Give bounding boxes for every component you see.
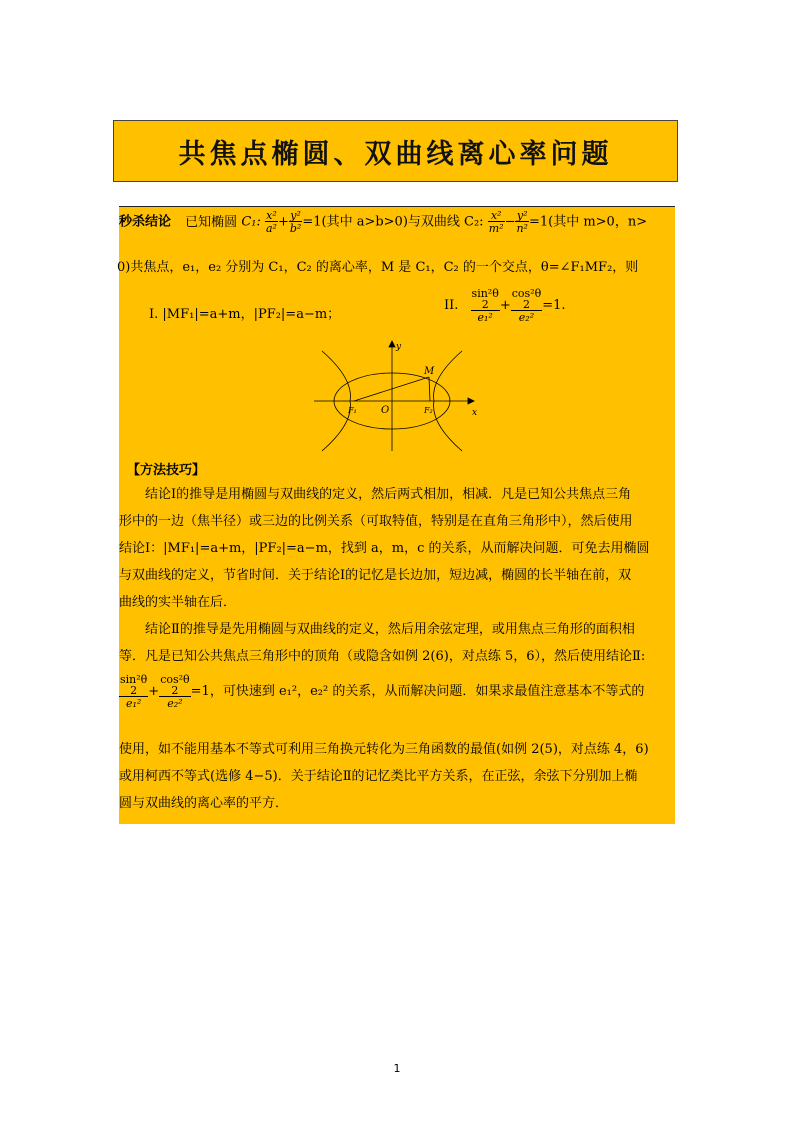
hyper-y-den: n² bbox=[516, 222, 528, 235]
cos-two: 2 bbox=[522, 298, 530, 311]
p2-e1-den: e₁² bbox=[119, 696, 148, 709]
p2-sin-two: 2 bbox=[130, 684, 138, 697]
conclusion-label: 秒杀结论 bbox=[119, 214, 172, 230]
ellipse-y-den: b² bbox=[289, 222, 302, 235]
conclusion-line-1 bbox=[119, 210, 647, 234]
cos-num: cos²θ bbox=[511, 287, 542, 300]
ellipse-y-num: y² bbox=[290, 209, 301, 222]
sin-fraction bbox=[471, 288, 500, 323]
point-m-label: M bbox=[424, 366, 435, 377]
conclusion-item-1: I. |MF₁|=a+m，|PF₂|=a−m； bbox=[149, 307, 341, 322]
hyper-x-num: x² bbox=[490, 209, 502, 222]
ellipse-x-fraction bbox=[265, 210, 278, 234]
conclusion-line-2: 0)共焦点，e₁，e₂ 分别为 C₁，C₂ 的离心率，M 是 C₁，C₂ 的一个交点，θ=∠F₁MF₂，则 bbox=[117, 260, 639, 275]
ellipse-y-fraction bbox=[289, 210, 302, 234]
p2-line-2: 等．凡是已知公共焦点三角形中的顶角（或隐含如例 2(6)，对点练 5，6），然后使用结论Ⅱ: bbox=[119, 649, 646, 664]
f2-label: F₂ bbox=[424, 406, 433, 415]
p2-line-6: 圆与双曲线的离心率的平方． bbox=[119, 796, 289, 811]
e1-den: e₁² bbox=[471, 310, 500, 323]
p2-plus-sign: + bbox=[148, 684, 160, 699]
p2-e2-den: e₂² bbox=[159, 696, 190, 709]
page-number: 1 bbox=[393, 1062, 401, 1075]
p2-sin-num: sin²θ bbox=[120, 673, 148, 686]
sin-two: 2 bbox=[481, 298, 489, 311]
hyper-x-den: m² bbox=[488, 222, 504, 235]
p1-line-5: 曲线的实半轴在后． bbox=[119, 595, 237, 610]
p1-line-4: 与双曲线的定义，节省时间．关于结论Ⅰ的记忆是长边加，短边减，椭圆的长半轴在前，双 bbox=[119, 568, 632, 583]
e2-den: e₂² bbox=[511, 310, 542, 323]
origin-label: O bbox=[381, 405, 390, 416]
y-axis-label: y bbox=[396, 342, 402, 352]
methods-heading: 【方法技巧】 bbox=[127, 463, 206, 478]
p1-line-3: 结论Ⅰ：|MF₁|=a+m，|PF₂|=a−m，找到 a，m，c 的关系，从而解决问题．可免去用椭圆 bbox=[119, 541, 650, 556]
hyper-y-fraction bbox=[515, 210, 529, 234]
x-axis-label: x bbox=[472, 408, 478, 418]
title-box bbox=[113, 120, 678, 182]
plus-sign-2: + bbox=[499, 298, 511, 313]
segment-mf2 bbox=[429, 377, 430, 401]
p2-formula-line bbox=[119, 674, 644, 709]
p2-line-1: 结论Ⅱ的推导是先用椭圆与双曲线的定义，然后用余弦定理，或用焦点三角形的面积相 bbox=[145, 622, 635, 637]
item-2-tail: =1. bbox=[542, 298, 566, 313]
page-title: 共焦点椭圆、双曲线离心率问题 bbox=[178, 138, 613, 170]
p2-line-4: 使用，如不能用基本不等式可利用三角换元转化为三角函数的最值(如例 2(5)，对点练 4，6) bbox=[119, 742, 649, 757]
ellipse-name: C₁: bbox=[241, 214, 261, 230]
p2-cos-two: 2 bbox=[171, 684, 179, 697]
p2-formula-tail: =1，可快速到 e₁²，e₂² 的关系，从而解决问题．如果求最值注意基本不等式的 bbox=[190, 684, 645, 699]
p2-line-5: 或用柯西不等式(选修 4−5)．关于结论Ⅱ的记忆类比平方关系，在正弦，余弦下分别加上椭 bbox=[119, 769, 638, 784]
hyper-x-fraction bbox=[488, 210, 505, 234]
plus-sign: + bbox=[277, 214, 289, 230]
p1-line-2: 形中的一边（焦半径）或三边的比例关系（可取特值，特别是在直角三角形中），然后使用 bbox=[119, 514, 633, 529]
methods-paragraph-1 bbox=[119, 481, 675, 616]
f1-label: F₁ bbox=[348, 406, 357, 415]
item-2-prefix: II. bbox=[444, 298, 459, 313]
ellipse-x-num: x² bbox=[266, 209, 277, 222]
conclusion-text-1: 已知椭圆 bbox=[185, 214, 238, 230]
ellipse-x-den: a² bbox=[266, 222, 277, 235]
hyper-y-num: y² bbox=[516, 209, 528, 222]
methods-paragraph-2 bbox=[119, 616, 675, 670]
conclusion-panel bbox=[119, 206, 675, 824]
ellipse-tail: =1(其中 a>b>0)与双曲线 C₂: bbox=[302, 214, 484, 230]
p1-line-1: 结论Ⅰ的推导是用椭圆与双曲线的定义，然后两式相加，相减．凡是已知公共焦点三角 bbox=[145, 487, 632, 502]
p2-cos-fraction bbox=[159, 674, 190, 709]
cos-fraction bbox=[511, 288, 542, 323]
conclusion-item-2 bbox=[444, 288, 566, 323]
p2-sin-fraction bbox=[119, 674, 148, 709]
p2-cos-num: cos²θ bbox=[160, 673, 190, 686]
sin-num: sin²θ bbox=[471, 287, 499, 300]
hyper-tail: =1(其中 m>0，n> bbox=[528, 214, 648, 230]
panel-top-rule bbox=[119, 206, 675, 207]
y-axis-arrow bbox=[389, 341, 395, 347]
segment-mf1 bbox=[354, 377, 429, 401]
ellipse-hyperbola-figure bbox=[314, 339, 484, 454]
x-axis-arrow bbox=[468, 398, 474, 404]
methods-paragraph-2-cont bbox=[119, 736, 675, 817]
minus-sign: − bbox=[504, 214, 516, 230]
